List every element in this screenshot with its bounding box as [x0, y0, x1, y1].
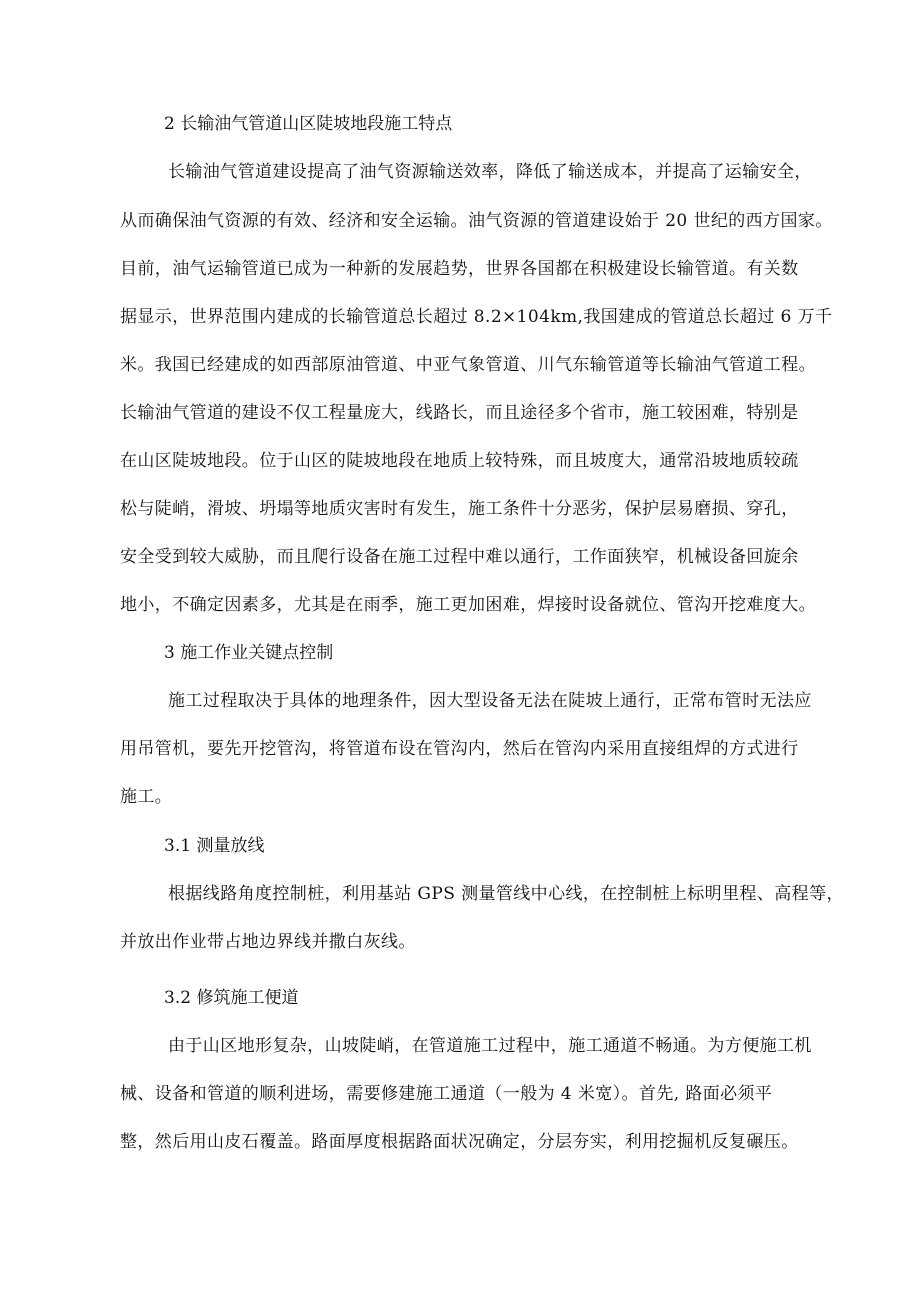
paragraph-line: 在山区陡坡地段。位于山区的陡坡地段在地质上较特殊，而且坡度大，通常沿坡地质较疏: [120, 451, 799, 471]
paragraph-line: 据显示，世界范围内建成的长输管道总长超过 8.2×104km,我国建成的管道总长超过 6 万千: [120, 307, 833, 327]
paragraph-line: 械、设备和管道的顺利进场，需要修建施工通道（一般为 4 米宽）。首先, 路面必须平: [120, 1084, 773, 1104]
paragraph-line: 用吊管机，要先开挖管沟，将管道布设在管沟内，然后在管沟内采用直接组焊的方式进行: [120, 739, 799, 759]
paragraph-line: 由于山区地形复杂，山坡陡峭，在管道施工过程中，施工通道不畅通。为方便施工机: [168, 1036, 812, 1056]
section-heading: 3.2 修筑施工便道: [164, 988, 299, 1008]
section-heading: 2 长输油气管道山区陡坡地段施工特点: [164, 114, 453, 134]
paragraph-line: 地小，不确定因素多，尤其是在雨季，施工更加困难，焊接时设备就位、管沟开挖难度大。: [120, 595, 816, 615]
paragraph-line: 米。我国已经建成的如西部原油管道、中亚气象管道、川气东输管道等长输油气管道工程。: [120, 355, 816, 375]
paragraph-line: 安全受到较大威胁，而且爬行设备在施工过程中难以通行，工作面狭窄，机械设备回旋余: [120, 547, 799, 567]
paragraph-line: 从而确保油气资源的有效、经济和安全运输。油气资源的管道建设始于 20 世纪的西方国家。: [120, 211, 833, 231]
section-heading: 3 施工作业关键点控制: [164, 643, 334, 663]
paragraph-line: 根据线路角度控制桩，利用基站 GPS 测量管线中心线，在控制桩上标明里程、高程等，: [168, 884, 844, 904]
paragraph-line: 整，然后用山皮石覆盖。路面厚度根据路面状况确定，分层夯实，利用挖掘机反复碾压。: [120, 1132, 799, 1152]
paragraph-line: 并放出作业带占地边界线并撒白灰线。: [120, 932, 416, 952]
paragraph-line: 长输油气管道的建设不仅工程量庞大，线路长，而且途径多个省市，施工较困难，特别是: [120, 403, 799, 423]
paragraph-line: 施工过程取决于具体的地理条件，因大型设备无法在陡坡上通行，正常布管时无法应: [168, 691, 812, 711]
paragraph-line: 目前，油气运输管道已成为一种新的发展趋势，世界各国都在积极建设长输管道。有关数: [120, 259, 799, 279]
paragraph-line: 松与陡峭，滑坡、坍塌等地质灾害时有发生，施工条件十分恶劣，保护层易磨损、穿孔，: [120, 499, 799, 519]
section-heading: 3.1 测量放线: [164, 836, 265, 856]
paragraph-line: 施工。: [120, 787, 173, 807]
paragraph-line: 长输油气管道建设提高了油气资源输送效率，降低了输送成本，并提高了运输安全，: [168, 162, 812, 182]
